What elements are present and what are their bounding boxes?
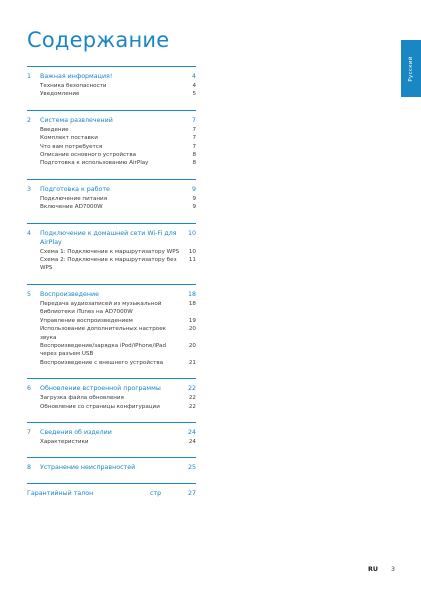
toc-entry-label: Характеристики <box>40 438 89 445</box>
toc-section <box>27 110 196 168</box>
toc-entry-label: Подготовка к использованию AirPlay <box>40 160 149 167</box>
toc-section <box>27 378 196 411</box>
toc-entry-page: 11 <box>188 257 196 264</box>
toc-section <box>27 457 196 472</box>
toc-entry-page: 4 <box>192 83 196 89</box>
toc-section-heading[interactable] <box>27 185 196 194</box>
toc-entry-label: Комплект поставки <box>40 135 98 142</box>
toc-section-page: 7 <box>191 116 196 124</box>
toc-entry-label: Обновление со страницы конфигурации <box>40 403 160 410</box>
toc-section-title: Система развлечений <box>40 116 113 124</box>
toc-section <box>27 422 196 446</box>
toc-entry-page: 7 <box>192 143 196 150</box>
toc-section-title: Сведения об изделии <box>40 428 112 436</box>
toc-entry[interactable] <box>27 195 196 203</box>
toc-entry-label: Подключение питания <box>40 195 108 202</box>
toc-warranty-section <box>27 483 196 498</box>
toc-section-heading[interactable] <box>27 72 196 81</box>
toc-entry[interactable] <box>27 438 196 446</box>
toc-entry[interactable] <box>27 403 196 411</box>
footer-language: RU <box>368 566 378 573</box>
toc-entry[interactable] <box>27 134 196 142</box>
footer-page-number: 3 <box>390 566 395 573</box>
table-of-contents <box>27 66 196 509</box>
toc-section-number: 5 <box>27 290 32 298</box>
toc-entry-page: 19 <box>188 317 196 324</box>
toc-entry-label: Что вам потребуется <box>40 143 103 150</box>
toc-entry-page: 24 <box>188 438 196 445</box>
toc-section-heading[interactable] <box>27 229 196 247</box>
toc-entry-label: Уведомление <box>40 91 80 98</box>
toc-section-title: Подключение к домашней сети Wi-Fi для AirPlay <box>40 229 177 246</box>
toc-section-number: 6 <box>27 385 32 393</box>
toc-section <box>27 179 196 212</box>
toc-entry-page: 8 <box>192 152 196 159</box>
toc-section-title: Обновление встроенной программы <box>40 385 161 393</box>
toc-entry-page: 9 <box>192 204 196 211</box>
page-title: Содержание <box>27 28 170 52</box>
toc-section-number: 1 <box>27 73 32 80</box>
toc-section-heading[interactable] <box>27 463 196 472</box>
toc-section-page: 24 <box>187 428 196 436</box>
toc-entry-label: Описание основного устройства <box>40 152 137 159</box>
toc-section-title: Подготовка к работе <box>40 185 110 193</box>
warranty-str: стр <box>150 490 162 498</box>
toc-section <box>27 223 196 273</box>
toc-entry-page: 21 <box>188 359 196 366</box>
toc-entry-label: Воспроизведение с внешнего устройства <box>40 359 164 366</box>
toc-entry-page: 18 <box>188 300 196 307</box>
toc-entry[interactable] <box>27 151 196 159</box>
toc-warranty-entry[interactable] <box>27 489 196 498</box>
toc-entry[interactable] <box>27 82 196 90</box>
toc-section-title: Воспроизведение <box>40 290 99 298</box>
toc-entry-page: 5 <box>192 91 196 98</box>
toc-section-number: 4 <box>27 229 32 237</box>
toc-entry-page: 22 <box>188 403 196 410</box>
toc-section-title: Устранение неисправностей <box>40 464 136 472</box>
language-tab-label: Русский <box>408 55 414 82</box>
footer <box>368 566 395 573</box>
toc-entry[interactable] <box>27 90 196 98</box>
toc-entry[interactable] <box>27 143 196 151</box>
toc-section-page: 4 <box>191 73 196 80</box>
toc-entry[interactable] <box>27 248 196 256</box>
toc-entry-page: 8 <box>192 160 196 167</box>
toc-section <box>27 66 196 99</box>
toc-entry[interactable] <box>27 325 196 342</box>
toc-entry[interactable] <box>27 342 196 359</box>
toc-entry-label: Загрузка файла обновления <box>40 395 124 402</box>
language-tab <box>401 40 421 97</box>
toc-entry[interactable] <box>27 159 196 167</box>
toc-entry-label: Передача аудиозаписей из музыкальной библиотеки iTunes на AD7000W <box>40 300 162 316</box>
toc-section-heading[interactable] <box>27 290 196 299</box>
toc-entry[interactable] <box>27 300 196 317</box>
toc-entry[interactable] <box>27 256 196 273</box>
toc-section-number: 8 <box>27 464 32 472</box>
toc-entry-label: Техника безопасности <box>40 83 107 89</box>
toc-section-number: 7 <box>27 428 32 436</box>
toc-section-page: 18 <box>187 290 196 298</box>
toc-section-heading[interactable] <box>27 428 196 437</box>
toc-entry-label: Воспроизведение/зарядка iPod/iPhone/iPad через разъем USB <box>40 342 167 358</box>
toc-entry-label: Использование дополнительных настроек звука <box>40 326 167 341</box>
toc-section-page: 25 <box>187 464 196 472</box>
warranty-title: Гарантийный талон <box>27 490 94 498</box>
toc-section-number: 2 <box>27 116 32 124</box>
toc-entry-page: 7 <box>192 126 196 133</box>
toc-entry[interactable] <box>27 203 196 211</box>
toc-section-page: 9 <box>191 185 196 193</box>
toc-entry-page: 10 <box>188 248 196 255</box>
toc-section-heading[interactable] <box>27 384 196 393</box>
toc-entry-page: 20 <box>188 342 196 349</box>
toc-entry-page: 22 <box>188 395 196 402</box>
toc-section-page: 22 <box>187 385 196 393</box>
toc-entry[interactable] <box>27 359 196 367</box>
toc-section-heading[interactable] <box>27 116 196 125</box>
toc-entry[interactable] <box>27 317 196 325</box>
toc-entry-page: 20 <box>188 326 196 333</box>
toc-entry-label: Схема 2: Подключение к маршрутизатору без WPS <box>40 257 177 272</box>
toc-section <box>27 284 196 367</box>
toc-entry-page: 7 <box>192 135 196 142</box>
toc-entry-label: Схема 1: Подключение к маршрутизатору WPS <box>40 248 180 255</box>
toc-entry[interactable] <box>27 394 196 402</box>
toc-entry-label: Включение AD7000W <box>40 204 103 211</box>
toc-entry-label: Управление воспроизведением <box>40 317 133 324</box>
toc-entry-page: 9 <box>192 195 196 202</box>
warranty-page: 27 <box>187 490 196 498</box>
toc-section-number: 3 <box>27 185 32 193</box>
toc-section-title: Важная информация! <box>40 73 113 80</box>
toc-entry[interactable] <box>27 126 196 134</box>
toc-section-page: 10 <box>187 229 196 237</box>
toc-entry-label: Введение <box>40 126 69 133</box>
